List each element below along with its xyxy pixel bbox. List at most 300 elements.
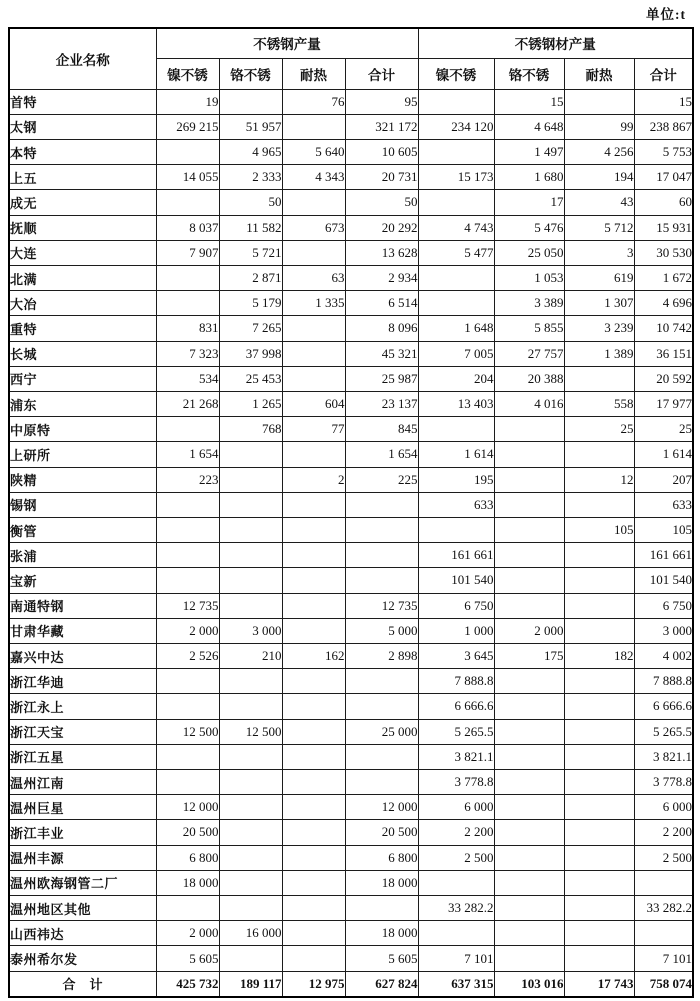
value-cell: 12 500 [156,719,219,744]
value-cell: 1 307 [564,291,634,316]
value-cell: 234 120 [418,114,494,139]
value-cell [282,795,345,820]
table-row [9,240,693,265]
value-cell [282,870,345,895]
value-cell: 10 605 [345,139,418,164]
value-cell [156,896,219,921]
value-cell: 6 514 [345,291,418,316]
value-cell [219,492,282,517]
value-cell: 15 [634,89,693,114]
value-cell: 25 987 [345,366,418,391]
value-cell: 604 [282,391,345,416]
value-cell: 25 [564,417,634,442]
value-cell: 1 672 [634,265,693,290]
value-cell [564,719,634,744]
company-name-cell: 上研所 [9,442,156,467]
value-cell: 101 540 [634,568,693,593]
table-body [9,89,693,997]
table-row [9,165,693,190]
value-cell [564,442,634,467]
value-cell [282,341,345,366]
value-cell: 20 500 [345,820,418,845]
value-cell: 3 389 [494,291,564,316]
value-cell: 619 [564,265,634,290]
company-name-cell: 嘉兴中达 [9,643,156,668]
value-cell [494,870,564,895]
value-cell [494,568,564,593]
value-cell: 17 743 [564,971,634,997]
value-cell [219,467,282,492]
table-row [9,820,693,845]
value-cell [282,442,345,467]
value-cell: 43 [564,190,634,215]
table-row [9,669,693,694]
value-cell: 6 666.6 [634,694,693,719]
value-cell: 5 605 [156,946,219,971]
subheader-steel-total: 合计 [345,58,418,89]
value-cell [494,795,564,820]
value-cell: 12 000 [156,795,219,820]
value-cell [564,568,634,593]
value-cell: 425 732 [156,971,219,997]
company-name-cell: 锡钢 [9,492,156,517]
value-cell [219,89,282,114]
value-cell: 5 753 [634,139,693,164]
value-cell: 2 934 [345,265,418,290]
value-cell [156,694,219,719]
subheader-product-nickel: 镍不锈 [418,58,494,89]
header-company-name: 企业名称 [9,28,156,89]
value-cell: 17 047 [634,165,693,190]
value-cell: 77 [282,417,345,442]
value-cell: 3 778.8 [634,769,693,794]
value-cell [564,896,634,921]
value-cell: 627 824 [345,971,418,997]
value-cell: 12 [564,467,634,492]
value-cell [282,921,345,946]
value-cell: 194 [564,165,634,190]
value-cell: 99 [564,114,634,139]
value-cell: 207 [634,467,693,492]
value-cell: 534 [156,366,219,391]
value-cell [156,265,219,290]
value-cell [345,896,418,921]
value-cell [345,568,418,593]
value-cell: 269 215 [156,114,219,139]
value-cell [219,769,282,794]
value-cell: 2 898 [345,643,418,668]
value-cell: 33 282.2 [418,896,494,921]
value-cell: 3 000 [219,618,282,643]
company-name-cell: 浙江华迪 [9,669,156,694]
value-cell: 63 [282,265,345,290]
company-name-cell: 合 计 [9,971,156,997]
value-cell: 5 855 [494,316,564,341]
value-cell: 162 [282,643,345,668]
table-row [9,417,693,442]
value-cell [282,316,345,341]
value-cell: 105 [564,517,634,542]
value-cell: 7 101 [634,946,693,971]
value-cell [156,492,219,517]
value-cell: 37 998 [219,341,282,366]
value-cell: 2 200 [634,820,693,845]
value-cell: 2 871 [219,265,282,290]
value-cell [282,543,345,568]
value-cell: 3 239 [564,316,634,341]
value-cell [282,240,345,265]
value-cell: 60 [634,190,693,215]
value-cell [282,946,345,971]
table-row [9,391,693,416]
subheader-product-chrome: 铬不锈 [494,58,564,89]
value-cell: 558 [564,391,634,416]
value-cell [282,769,345,794]
value-cell [494,896,564,921]
value-cell: 8 096 [345,316,418,341]
value-cell [564,366,634,391]
value-cell [494,543,564,568]
value-cell: 3 [564,240,634,265]
value-cell [564,89,634,114]
table-row [9,896,693,921]
value-cell: 18 000 [345,870,418,895]
value-cell [418,89,494,114]
table-row [9,744,693,769]
value-cell: 5 000 [345,618,418,643]
total-row [9,971,693,997]
value-cell: 2 [282,467,345,492]
value-cell [219,896,282,921]
value-cell [494,845,564,870]
value-cell: 5 179 [219,291,282,316]
company-name-cell: 宝新 [9,568,156,593]
company-name-cell: 南通特钢 [9,593,156,618]
value-cell: 11 582 [219,215,282,240]
value-cell: 831 [156,316,219,341]
subheader-steel-heat-resistant: 耐热 [282,58,345,89]
value-cell: 50 [345,190,418,215]
table-row [9,543,693,568]
value-cell: 20 592 [634,366,693,391]
company-name-cell: 衡管 [9,517,156,542]
value-cell: 204 [418,366,494,391]
value-cell: 2 500 [634,845,693,870]
value-cell: 2 526 [156,643,219,668]
value-cell [219,568,282,593]
value-cell: 15 931 [634,215,693,240]
value-cell: 15 [494,89,564,114]
value-cell: 758 074 [634,971,693,997]
value-cell: 20 731 [345,165,418,190]
company-name-cell: 成无 [9,190,156,215]
value-cell [494,417,564,442]
company-name-cell: 本特 [9,139,156,164]
value-cell [219,669,282,694]
value-cell [494,467,564,492]
value-cell [564,744,634,769]
value-cell [564,820,634,845]
value-cell [345,492,418,517]
value-cell: 12 000 [345,795,418,820]
table-row [9,89,693,114]
value-cell [345,769,418,794]
value-cell: 7 888.8 [634,669,693,694]
value-cell: 7 323 [156,341,219,366]
value-cell: 1 614 [418,442,494,467]
value-cell [345,517,418,542]
value-cell: 7 265 [219,316,282,341]
value-cell: 103 016 [494,971,564,997]
value-cell [219,442,282,467]
value-cell [564,492,634,517]
header-group-steel-product-output: 不锈钢材产量 [418,28,693,58]
value-cell: 20 292 [345,215,418,240]
value-cell: 6 750 [418,593,494,618]
value-cell [282,744,345,769]
value-cell: 1 654 [345,442,418,467]
company-name-cell: 大连 [9,240,156,265]
value-cell [418,417,494,442]
value-cell: 1 680 [494,165,564,190]
value-cell [219,593,282,618]
value-cell [282,719,345,744]
table-row [9,845,693,870]
value-cell: 5 476 [494,215,564,240]
company-name-cell: 山西祎达 [9,921,156,946]
value-cell: 25 050 [494,240,564,265]
value-cell: 6 750 [634,593,693,618]
value-cell [282,669,345,694]
value-cell: 25 453 [219,366,282,391]
value-cell [564,543,634,568]
table-row [9,921,693,946]
table-row [9,114,693,139]
value-cell [219,845,282,870]
value-cell: 19 [156,89,219,114]
value-cell: 15 173 [418,165,494,190]
company-name-cell: 张浦 [9,543,156,568]
company-name-cell: 温州巨星 [9,795,156,820]
value-cell: 210 [219,643,282,668]
value-cell: 768 [219,417,282,442]
value-cell: 12 735 [156,593,219,618]
value-cell: 2 500 [418,845,494,870]
value-cell [494,719,564,744]
value-cell: 1 335 [282,291,345,316]
value-cell: 5 721 [219,240,282,265]
value-cell: 12 735 [345,593,418,618]
company-name-cell: 温州丰源 [9,845,156,870]
value-cell: 95 [345,89,418,114]
value-cell: 5 265.5 [634,719,693,744]
value-cell [634,921,693,946]
value-cell [564,946,634,971]
value-cell [156,417,219,442]
value-cell: 225 [345,467,418,492]
value-cell: 50 [219,190,282,215]
value-cell [156,139,219,164]
value-cell [219,795,282,820]
unit-label: 单位:t [646,7,686,22]
table-row [9,316,693,341]
value-cell: 1 265 [219,391,282,416]
value-cell: 20 500 [156,820,219,845]
company-name-cell: 西宁 [9,366,156,391]
value-cell [282,896,345,921]
value-cell [494,946,564,971]
value-cell: 13 628 [345,240,418,265]
value-cell: 18 000 [345,921,418,946]
table-row [9,190,693,215]
table-row [9,442,693,467]
value-cell: 161 661 [418,543,494,568]
value-cell [418,291,494,316]
value-cell [345,669,418,694]
value-cell: 3 645 [418,643,494,668]
value-cell: 3 778.8 [418,769,494,794]
value-cell [564,694,634,719]
value-cell [282,845,345,870]
value-cell [219,820,282,845]
header-group-steel-output: 不锈钢产量 [156,28,418,58]
value-cell [494,769,564,794]
company-name-cell: 大冶 [9,291,156,316]
value-cell: 6 800 [156,845,219,870]
value-cell [345,744,418,769]
value-cell [494,820,564,845]
value-cell: 13 403 [418,391,494,416]
value-cell: 2 000 [494,618,564,643]
value-cell: 33 282.2 [634,896,693,921]
value-cell [219,694,282,719]
value-cell [282,618,345,643]
value-cell: 7 888.8 [418,669,494,694]
table-row [9,568,693,593]
value-cell [282,820,345,845]
subheader-steel-nickel: 镍不锈 [156,58,219,89]
table-row [9,694,693,719]
value-cell: 101 540 [418,568,494,593]
value-cell [282,517,345,542]
value-cell: 7 005 [418,341,494,366]
value-cell [418,265,494,290]
value-cell: 5 265.5 [418,719,494,744]
value-cell: 76 [282,89,345,114]
table-row [9,341,693,366]
value-cell [418,921,494,946]
value-cell: 673 [282,215,345,240]
table-row [9,618,693,643]
value-cell [564,593,634,618]
value-cell: 18 000 [156,870,219,895]
value-cell: 5 712 [564,215,634,240]
value-cell: 5 605 [345,946,418,971]
value-cell: 2 333 [219,165,282,190]
subheader-product-total: 合计 [634,58,693,89]
value-cell [156,744,219,769]
company-name-cell: 太钢 [9,114,156,139]
value-cell [282,593,345,618]
company-name-cell: 泰州希尔发 [9,946,156,971]
value-cell [156,517,219,542]
value-cell [156,769,219,794]
value-cell [219,870,282,895]
company-name-cell: 上五 [9,165,156,190]
value-cell [564,870,634,895]
value-cell: 105 [634,517,693,542]
value-cell [634,870,693,895]
value-cell: 8 037 [156,215,219,240]
value-cell [156,291,219,316]
value-cell [282,190,345,215]
value-cell: 1 648 [418,316,494,341]
value-cell [219,946,282,971]
company-name-cell: 长城 [9,341,156,366]
value-cell [494,744,564,769]
value-cell [156,568,219,593]
value-cell: 6 000 [418,795,494,820]
value-cell: 633 [418,492,494,517]
value-cell: 238 867 [634,114,693,139]
value-cell [282,114,345,139]
value-cell [282,492,345,517]
value-cell: 25 [634,417,693,442]
value-cell: 3 000 [634,618,693,643]
value-cell [494,921,564,946]
value-cell: 1 497 [494,139,564,164]
value-cell: 4 648 [494,114,564,139]
value-cell [156,543,219,568]
value-cell: 10 742 [634,316,693,341]
value-cell: 4 965 [219,139,282,164]
value-cell: 4 743 [418,215,494,240]
company-name-cell: 温州江南 [9,769,156,794]
value-cell [494,517,564,542]
value-cell: 30 530 [634,240,693,265]
value-cell [494,669,564,694]
value-cell: 195 [418,467,494,492]
value-cell: 7 101 [418,946,494,971]
table-row [9,795,693,820]
table-row [9,946,693,971]
value-cell: 6 000 [634,795,693,820]
table-row [9,769,693,794]
company-name-cell: 温州欧海钢管二厂 [9,870,156,895]
value-cell: 14 055 [156,165,219,190]
value-cell: 223 [156,467,219,492]
company-name-cell: 甘肃华藏 [9,618,156,643]
value-cell: 27 757 [494,341,564,366]
company-name-cell: 首特 [9,89,156,114]
value-cell: 17 [494,190,564,215]
subheader-steel-chrome: 铬不锈 [219,58,282,89]
value-cell: 4 256 [564,139,634,164]
value-cell [345,694,418,719]
value-cell: 5 477 [418,240,494,265]
value-cell [494,593,564,618]
value-cell: 4 696 [634,291,693,316]
value-cell [282,366,345,391]
value-cell [564,795,634,820]
value-cell: 3 821.1 [418,744,494,769]
value-cell [494,442,564,467]
company-name-cell: 浙江五星 [9,744,156,769]
value-cell: 12 975 [282,971,345,997]
value-cell [494,492,564,517]
value-cell: 189 117 [219,971,282,997]
company-name-cell: 浙江永上 [9,694,156,719]
